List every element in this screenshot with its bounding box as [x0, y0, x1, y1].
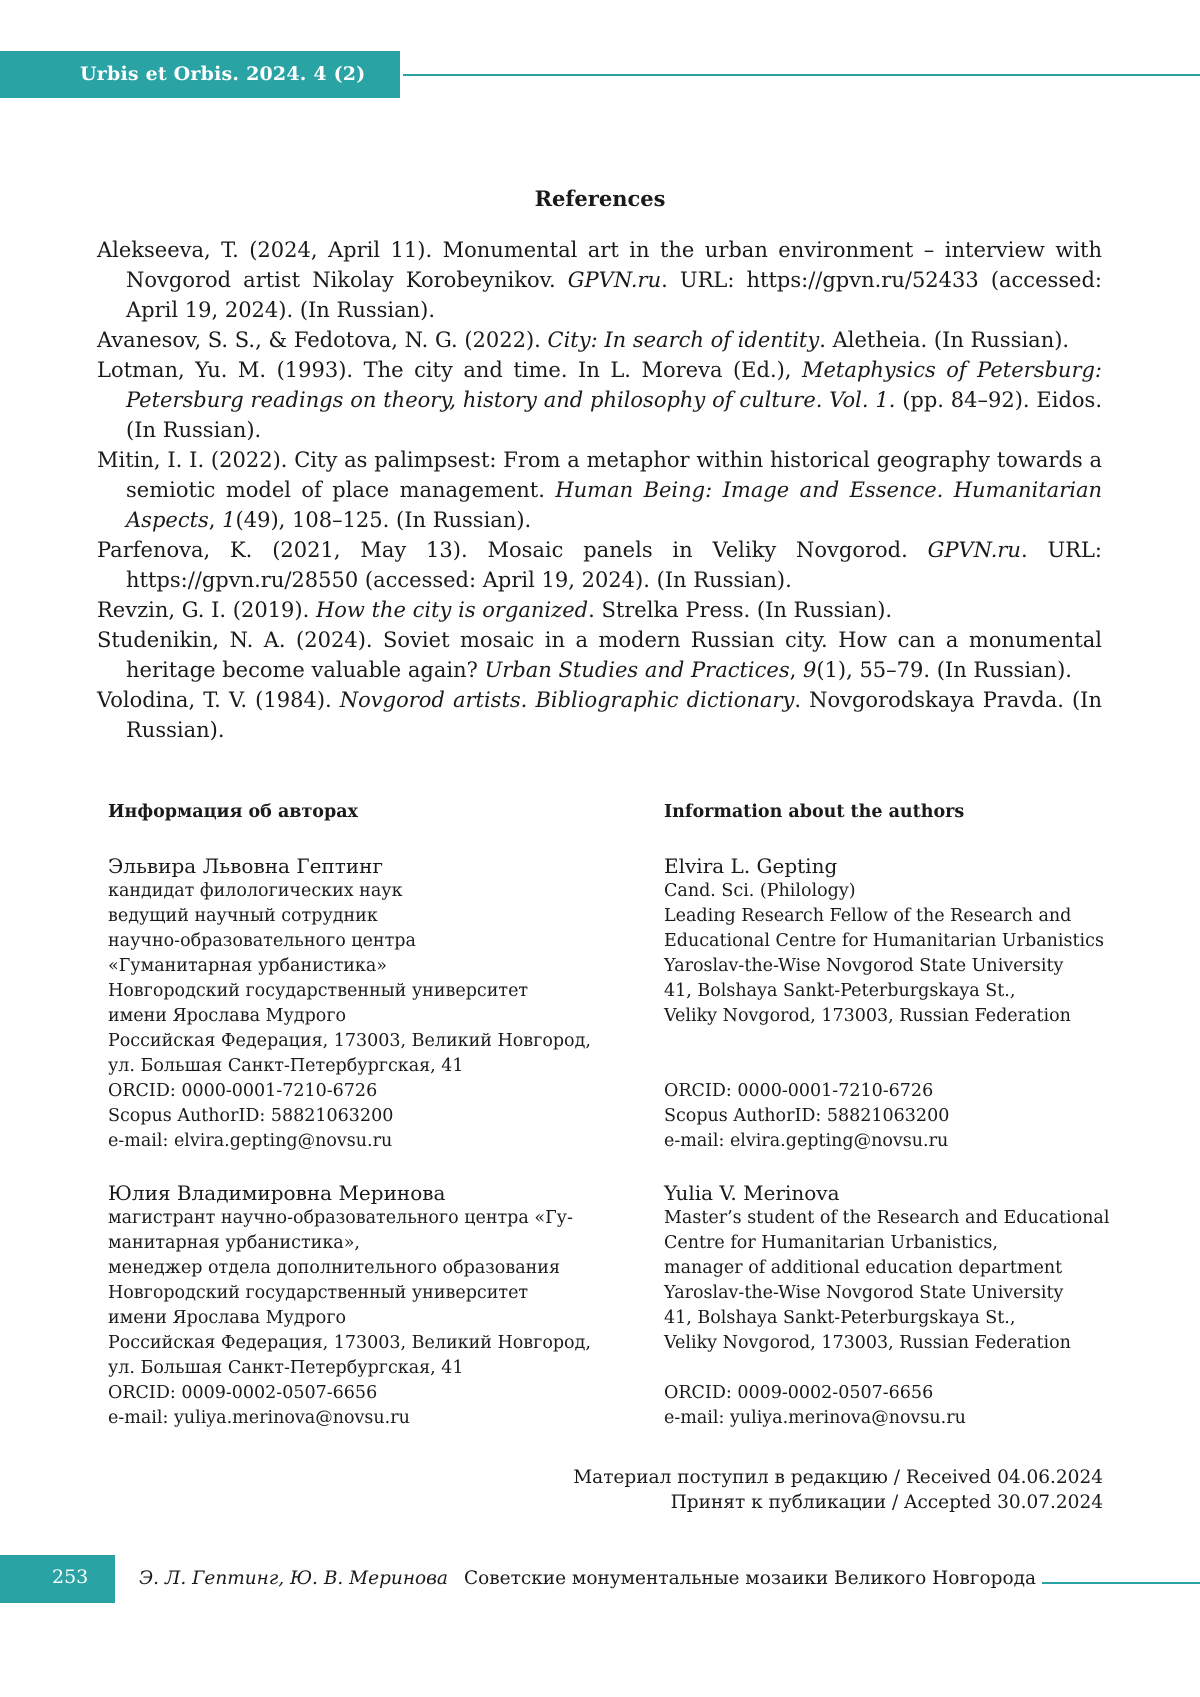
- reference-item: [97, 235, 1102, 325]
- footer-title: Советские монументальные мозаики Великого Новгорода: [463, 1568, 1037, 1589]
- author-line: имени Ярослава Мудрого: [108, 1006, 347, 1026]
- authors-ru-column: [108, 800, 648, 1154]
- author2-en: [664, 1180, 1144, 1431]
- reference-text: . Strelka Press. (In Russian).: [588, 598, 893, 622]
- reference-text: (1), 55–79. (In Russian).: [816, 658, 1072, 682]
- reference-text: (pp. 84–92). Eidos. (In Russian).: [126, 388, 1102, 442]
- reference-text: Revzin, G. I. (2019).: [97, 598, 316, 622]
- author-line: «Гуманитарная урбанистика»: [108, 956, 388, 976]
- author-line: 41, Bolshaya Sankt-Peterburgskaya St.,: [664, 981, 1016, 1001]
- reference-text: Parfenova, K. (2021, May 13). Mosaic panels in Veliky Novgorod.: [97, 538, 928, 562]
- reference-text: . URL: https://gpvn.ru/52433 (accessed: April 19, 2024). (In Russian).: [126, 268, 1102, 322]
- reference-italic: 9: [802, 658, 817, 682]
- journal-title: Urbis et Orbis. 2024. 4 (2): [80, 63, 366, 85]
- author-email: e-mail: elvira.gepting@novsu.ru: [664, 1131, 949, 1151]
- author-line: Centre for Humanitarian Urbanistics,: [664, 1233, 998, 1253]
- author-name: Юлия Владимировна Меринова: [108, 1181, 446, 1205]
- reference-item: [97, 325, 1102, 355]
- author-email: e-mail: yuliya.merinova@novsu.ru: [108, 1408, 410, 1428]
- author-line: Новгородский государственный университет: [108, 1283, 529, 1303]
- authors-en-heading: Information about the authors: [664, 802, 965, 822]
- author-line: Veliky Novgorod, 173003, Russian Federation: [664, 1333, 1071, 1353]
- publication-dates: [573, 1465, 1103, 1515]
- author-name: Yulia V. Merinova: [664, 1181, 840, 1205]
- author-orcid: ORCID: 0000-0001-7210-6726: [664, 1081, 934, 1101]
- references-list: [97, 235, 1102, 745]
- author-line: 41, Bolshaya Sankt-Peterburgskaya St.,: [664, 1308, 1016, 1328]
- reference-item: [97, 445, 1102, 535]
- reference-italic: 1: [222, 508, 236, 532]
- author-line: Educational Centre for Humanitarian Urbanistics: [664, 931, 1104, 951]
- reference-italic: GPVN.ru: [567, 268, 662, 292]
- reference-text: Avanesov, S. S., & Fedotova, N. G. (2022).: [97, 328, 548, 352]
- footer-authors: Э. Л. Гептинг, Ю. В. Меринова: [139, 1568, 448, 1589]
- author-line: Veliky Novgorod, 173003, Russian Federation: [664, 1006, 1071, 1026]
- reference-text: Studenikin, N. A. (2024). Soviet mosaic in a modern Russian city. How can a monumental heritage become valuable again?: [97, 628, 1102, 682]
- author-line: имени Ярослава Мудрого: [108, 1308, 347, 1328]
- author-name: Эльвира Львовна Гептинг: [108, 854, 383, 878]
- author-scopus: Scopus AuthorID: 58821063200: [664, 1106, 950, 1126]
- received-date: Материал поступил в редакцию / Received 04.06.2024: [573, 1467, 1103, 1488]
- author-line: Российская Федерация, 173003, Великий Новгород,: [108, 1333, 591, 1353]
- reference-text: Alekseeva, T. (2024, April 11). Monumental art in the urban environment – interview with Novgorod artist Nikolay Korobeynikov.: [97, 238, 1102, 292]
- reference-item: [97, 355, 1102, 445]
- reference-text: . URL: https://gpvn.ru/28550 (accessed: April 19, 2024). (In Russian).: [126, 538, 1102, 592]
- authors-ru-heading: Информация об авторах: [108, 802, 358, 822]
- reference-italic: GPVN.ru: [927, 538, 1021, 562]
- reference-text: ,: [208, 508, 223, 532]
- authors-en-column: [664, 800, 1144, 1154]
- author-line: менеджер отдела дополнительного образования: [108, 1258, 560, 1278]
- accepted-date: Принят к публикации / Accepted 30.07.2024: [670, 1492, 1103, 1513]
- spacer: [664, 1356, 1144, 1381]
- footer-rule: [1042, 1582, 1200, 1584]
- reference-italic: City: In search of identity: [547, 328, 820, 352]
- reference-item: [97, 595, 1102, 625]
- reference-item: [97, 535, 1102, 595]
- author-scopus: Scopus AuthorID: 58821063200: [108, 1106, 394, 1126]
- author-line: ул. Большая Санкт-Петербургская, 41: [108, 1056, 464, 1076]
- author-line: ул. Большая Санкт-Петербургская, 41: [108, 1358, 464, 1378]
- author-name: Elvira L. Gepting: [664, 854, 838, 878]
- reference-item: [97, 625, 1102, 685]
- author-orcid: ORCID: 0000-0001-7210-6726: [108, 1081, 378, 1101]
- reference-text: Lotman, Yu. M. (1993). The city and time. In L. Moreva (Ed.),: [97, 358, 802, 382]
- reference-text: Volodina, T. V. (1984).: [97, 688, 340, 712]
- author-line: кандидат филологических наук: [108, 881, 403, 901]
- author-line: Yaroslav-the-Wise Novgorod State University: [664, 956, 1064, 976]
- spacer: [664, 1054, 1144, 1079]
- reference-italic: Novgorod artists. Bibliographic dictionary: [339, 688, 795, 712]
- author2-ru: [108, 1180, 648, 1431]
- author-email: e-mail: elvira.gepting@novsu.ru: [108, 1131, 393, 1151]
- page-number: 253: [52, 1566, 89, 1588]
- author-line: Новгородский государственный университет: [108, 981, 529, 1001]
- author-line: Cand. Sci. (Philology): [664, 881, 856, 901]
- reference-text: ,: [789, 658, 803, 682]
- author-orcid: ORCID: 0009-0002-0507-6656: [664, 1383, 934, 1403]
- reference-item: [97, 685, 1102, 745]
- author-line: магистрант научно-образовательного центра «Гу-: [108, 1208, 573, 1228]
- journal-header: [0, 51, 400, 98]
- reference-italic: Human Being: Image and Essence. Humanitarian Aspects: [126, 478, 1102, 532]
- author-line: ведущий научный сотрудник: [108, 906, 378, 926]
- author-line: Российская Федерация, 173003, Великий Новгород,: [108, 1031, 591, 1051]
- author-line: Yaroslav-the-Wise Novgorod State University: [664, 1283, 1064, 1303]
- author-line: manager of additional education department: [664, 1258, 1063, 1278]
- page-number-box: [0, 1555, 115, 1603]
- reference-text: . Aletheia. (In Russian).: [819, 328, 1070, 352]
- spacer: [664, 1029, 1144, 1054]
- reference-text: . Novgorodskaya Pravda. (In Russian).: [126, 688, 1102, 742]
- author-line: научно-образовательного центра: [108, 931, 416, 951]
- reference-italic: How the city is organized: [315, 598, 589, 622]
- author-line: Leading Research Fellow of the Research and: [664, 906, 1072, 926]
- reference-text: (49), 108–125. (In Russian).: [235, 508, 532, 532]
- references-title: References: [534, 186, 666, 211]
- reference-italic: Urban Studies and Practices: [484, 658, 790, 682]
- author-email: e-mail: yuliya.merinova@novsu.ru: [664, 1408, 966, 1428]
- author-line: манитарная урбанистика»,: [108, 1233, 360, 1253]
- reference-italic: Metaphysics of Petersburg: Petersburg readings on theory, history and philosophy of culture. Vol. 1.: [126, 358, 1102, 412]
- author-orcid: ORCID: 0009-0002-0507-6656: [108, 1383, 378, 1403]
- running-footer: [139, 1568, 1036, 1589]
- author-line: Master’s student of the Research and Educational: [664, 1208, 1110, 1228]
- reference-text: Mitin, I. I. (2022). City as palimpsest: From a metaphor within historical geography towards a semiotic model of place management.: [97, 448, 1102, 502]
- header-rule: [403, 74, 1200, 76]
